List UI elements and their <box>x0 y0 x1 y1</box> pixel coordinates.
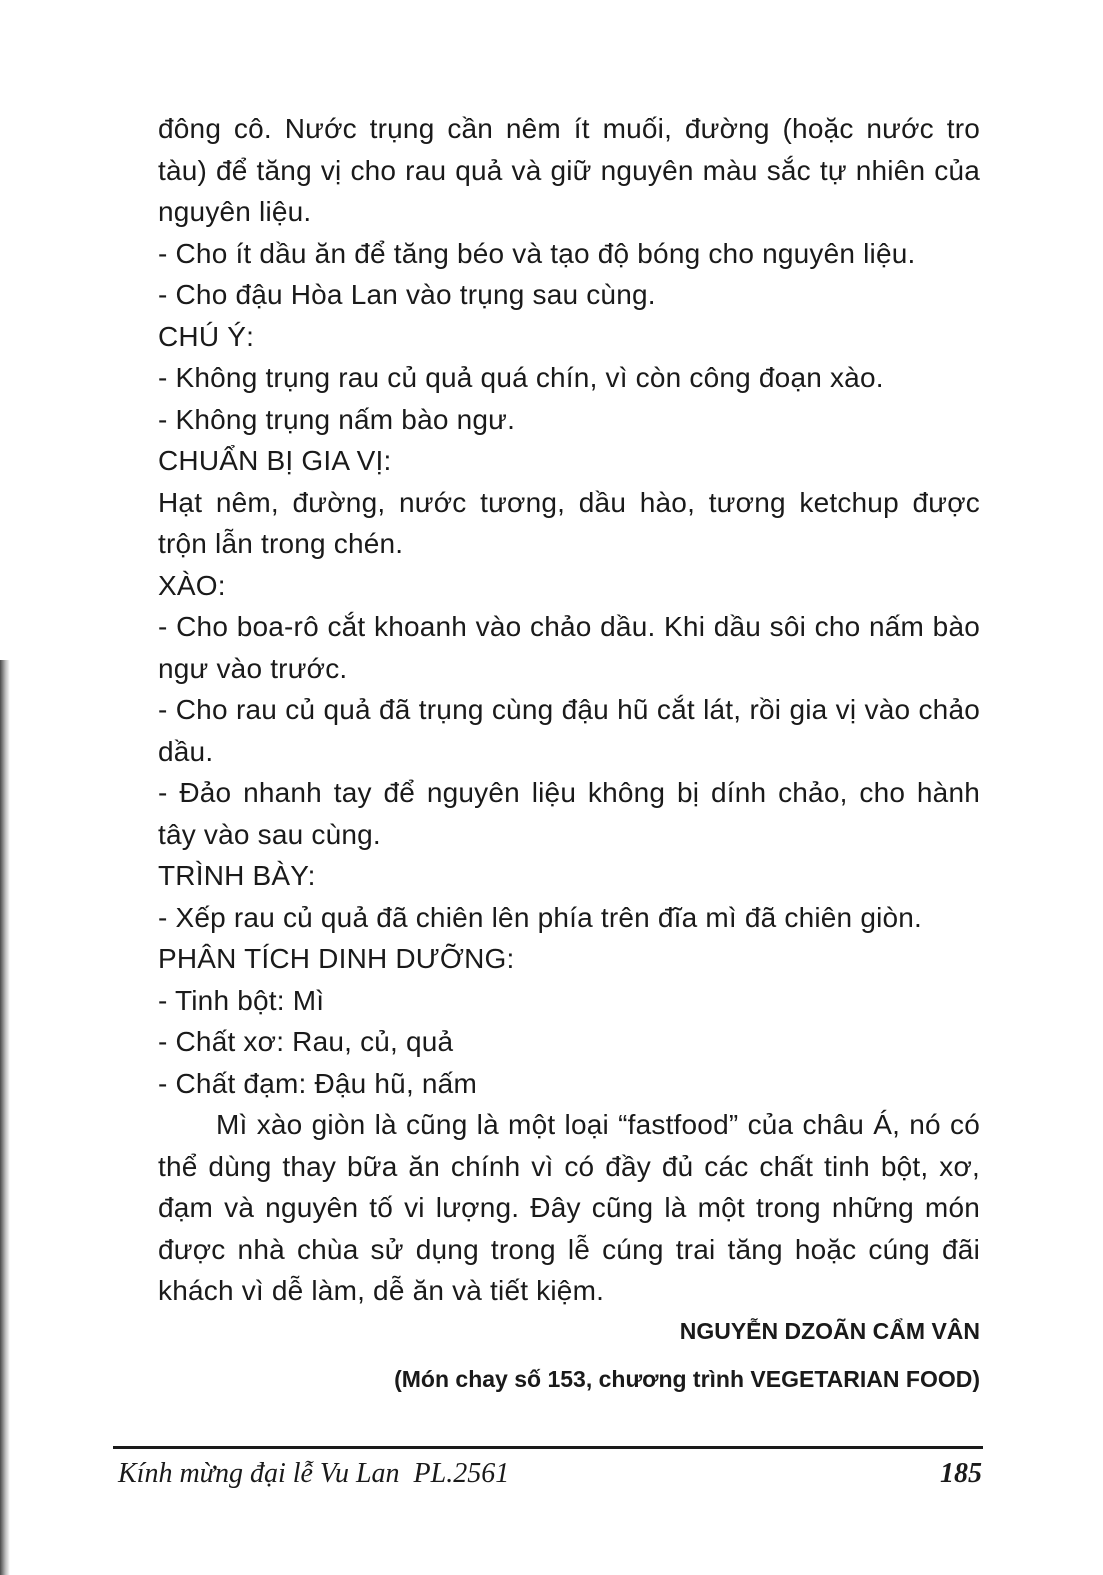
section-heading: XÀO: <box>158 569 226 601</box>
body-text <box>158 108 980 1312</box>
paragraph: - Cho rau củ quả đã trụng cùng đậu hũ cắt lát, rồi gia vị vào chảo dầu. <box>158 694 980 767</box>
section-heading: TRÌNH BÀY: <box>158 860 316 891</box>
source-note: (Món chay số 153, chương trình VEGETARIAN FOOD) <box>394 1366 980 1392</box>
author-name: NGUYỄN DZOÃN CẨM VÂN <box>679 1318 980 1344</box>
paragraph: - Chất đạm: Đậu hũ, nấm <box>158 1067 477 1099</box>
paragraph: đông cô. Nước trụng cần nêm ít muối, đường (hoặc nước tro tàu) để tăng vị cho rau quả và giữ nguyên màu sắc tự nhiên của nguyên liệu. <box>158 113 980 227</box>
page-number: 185 <box>940 1458 982 1489</box>
section-heading: CHUẨN BỊ GIA VỊ: <box>158 445 392 476</box>
paragraph: - Xếp rau củ quả đã chiên lên phía trên đĩa mì đã chiên giòn. <box>158 901 923 933</box>
paragraph: - Không trụng rau củ quả quá chín, vì còn công đoạn xào. <box>158 362 884 393</box>
paragraph: - Cho boa-rô cắt khoanh vào chảo dầu. Khi dầu sôi cho nấm bào ngư vào trước. <box>158 611 980 684</box>
section-heading: CHÚ Ý: <box>158 320 255 352</box>
paragraph: Hạt nêm, đường, nước tương, dầu hào, tương ketchup được trộn lẫn trong chén. <box>158 486 980 559</box>
closing-paragraph: Mì xào giòn là cũng là một loại “fastfood” của châu Á, nó có thể dùng thay bữa ăn chính vì có đầy đủ các chất tinh bột, xơ, đạm và nguyên tố vi lượng. Đây cũng là một trong những món được nhà chùa sử dụng trong lễ cúng trai tăng hoặc cúng đãi khách vì dễ làm, dễ ăn và tiết kiệm. <box>158 1109 980 1306</box>
footer-divider <box>113 1446 983 1449</box>
running-footer-title: Kính mừng đại lễ Vu Lan PL.2561 <box>118 1458 510 1489</box>
byline <box>394 1318 980 1392</box>
paragraph: - Cho ít dầu ăn để tăng béo và tạo độ bóng cho nguyên liệu. <box>158 237 916 269</box>
paragraph: - Cho đậu Hòa Lan vào trụng sau cùng. <box>158 279 656 310</box>
paragraph: - Chất xơ: Rau, củ, quả <box>158 1026 454 1057</box>
paragraph: - Đảo nhanh tay để nguyên liệu không bị dính chảo, cho hành tây vào sau cùng. <box>158 777 980 850</box>
paragraph: - Không trụng nấm bào ngư. <box>158 403 516 435</box>
paragraph: - Tinh bột: Mì <box>158 984 325 1016</box>
page-edge-shadow <box>0 660 10 1575</box>
section-heading: PHÂN TÍCH DINH DƯỠNG: <box>158 943 515 974</box>
